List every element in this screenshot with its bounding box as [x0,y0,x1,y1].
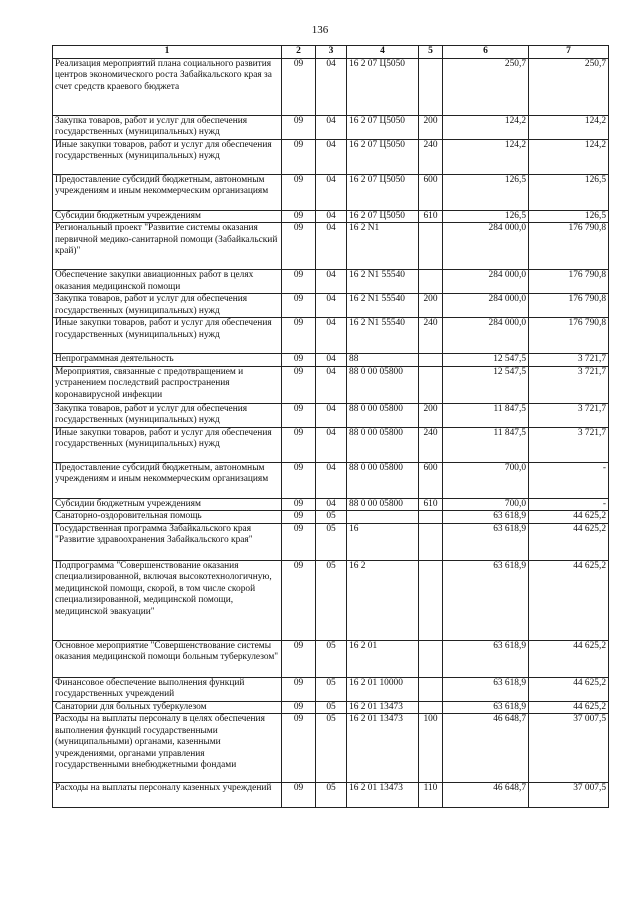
cell-amount-plan: 284 000,0 [443,318,529,354]
cell-section: 09 [282,354,316,367]
cell-amount-actual: - [529,498,609,511]
cell-expense-type [419,560,443,640]
cell-section: 09 [282,498,316,511]
cell-section: 09 [282,270,316,294]
table-row [53,560,609,640]
cell-target-article [347,511,419,524]
cell-name: Предоставление субсидий бюджетным, автономным учреждениям и иным некоммерческим организациям [53,462,282,498]
table-row [53,677,609,701]
cell-amount-actual: 37 007,5 [529,714,609,783]
cell-amount-plan: 11 847,5 [443,427,529,462]
cell-name: Субсидии бюджетным учреждениям [53,498,282,511]
cell-amount-actual: 3 721,7 [529,427,609,462]
cell-section: 09 [282,174,316,210]
cell-section: 09 [282,560,316,640]
column-header: 7 [529,46,609,59]
column-header: 4 [347,46,419,59]
cell-section: 09 [282,318,316,354]
cell-section: 09 [282,58,316,115]
cell-expense-type [419,523,443,560]
cell-amount-actual: 176 790,8 [529,223,609,270]
cell-subsection: 04 [316,366,347,403]
cell-expense-type [419,677,443,701]
cell-name: Подпрограмма "Совершенствование оказания специализированной, включая высокотехнологичную, медицинской помощи, скорой, в том числе скорой специализированной, медицинской помощи, медицинской эвакуации" [53,560,282,640]
cell-amount-plan: 124,2 [443,115,529,139]
cell-subsection: 04 [316,115,347,139]
cell-section: 09 [282,427,316,462]
cell-amount-plan: 284 000,0 [443,270,529,294]
table-row [53,366,609,403]
column-header: 6 [443,46,529,59]
cell-expense-type: 240 [419,427,443,462]
cell-amount-plan: 63 618,9 [443,640,529,677]
cell-amount-plan: 700,0 [443,498,529,511]
cell-expense-type: 110 [419,783,443,808]
cell-amount-actual: 126,5 [529,210,609,223]
cell-subsection: 04 [316,318,347,354]
cell-expense-type [419,366,443,403]
cell-name: Мероприятия, связанные с предотвращением и устранением последствий распространения коронавирусной инфекции [53,366,282,403]
cell-name: Субсидии бюджетным учреждениям [53,210,282,223]
cell-amount-plan: 46 648,7 [443,714,529,783]
cell-name: Обеспечение закупки авиационных работ в целях оказания медицинской помощи [53,270,282,294]
cell-target-article: 16 2 N1 55540 [347,270,419,294]
cell-amount-actual: 3 721,7 [529,403,609,427]
cell-name: Государственная программа Забайкальского края "Развитие здравоохранения Забайкальского края" [53,523,282,560]
table-row [53,174,609,210]
cell-amount-plan: 63 618,9 [443,677,529,701]
cell-target-article: 88 [347,354,419,367]
cell-amount-actual: 124,2 [529,115,609,139]
cell-amount-actual: 176 790,8 [529,318,609,354]
table-row [53,511,609,524]
cell-target-article: 16 2 07 Ц5050 [347,210,419,223]
cell-subsection: 04 [316,427,347,462]
cell-target-article: 88 0 00 05800 [347,427,419,462]
cell-amount-plan: 12 547,5 [443,366,529,403]
cell-subsection: 05 [316,783,347,808]
table-row [53,427,609,462]
cell-target-article: 16 2 N1 55540 [347,318,419,354]
cell-expense-type [419,640,443,677]
cell-subsection: 04 [316,270,347,294]
cell-subsection: 05 [316,560,347,640]
cell-name: Реализация мероприятий плана социального развития центров экономического роста Забайкальского края за счет средств краевого бюджета [53,58,282,115]
table-row [53,462,609,498]
cell-section: 09 [282,115,316,139]
cell-amount-actual: 44 625,2 [529,677,609,701]
table-body [53,58,609,808]
cell-amount-actual: 44 625,2 [529,523,609,560]
cell-section: 09 [282,462,316,498]
cell-section: 09 [282,714,316,783]
cell-target-article: 16 2 01 13473 [347,701,419,714]
table-row [53,139,609,174]
table-row [53,294,609,318]
cell-section: 09 [282,701,316,714]
cell-name: Финансовое обеспечение выполнения функций государственных учреждений [53,677,282,701]
cell-subsection: 05 [316,511,347,524]
cell-amount-plan: 63 618,9 [443,701,529,714]
cell-subsection: 04 [316,58,347,115]
cell-target-article: 88 0 00 05800 [347,498,419,511]
cell-amount-plan: 250,7 [443,58,529,115]
cell-expense-type [419,270,443,294]
cell-name: Предоставление субсидий бюджетным, автономным учреждениям и иным некоммерческим организациям [53,174,282,210]
cell-expense-type: 200 [419,115,443,139]
cell-expense-type [419,701,443,714]
cell-expense-type [419,354,443,367]
table-row [53,223,609,270]
table-row [53,498,609,511]
cell-target-article: 16 2 N1 [347,223,419,270]
cell-amount-plan: 63 618,9 [443,560,529,640]
cell-target-article: 16 2 N1 55540 [347,294,419,318]
cell-name: Региональный проект "Развитие системы оказания первичной медико-санитарной помощи (Забайкальский край)" [53,223,282,270]
cell-amount-plan: 126,5 [443,174,529,210]
column-header: 3 [316,46,347,59]
cell-amount-actual: 126,5 [529,174,609,210]
cell-target-article: 16 2 01 13473 [347,783,419,808]
cell-subsection: 04 [316,223,347,270]
cell-amount-actual: - [529,462,609,498]
cell-subsection: 04 [316,294,347,318]
table-row [53,58,609,115]
cell-expense-type: 240 [419,139,443,174]
header-row [53,46,609,59]
cell-amount-actual: 44 625,2 [529,640,609,677]
cell-subsection: 04 [316,139,347,174]
cell-expense-type: 600 [419,174,443,210]
cell-amount-plan: 124,2 [443,139,529,174]
cell-subsection: 04 [316,210,347,223]
table-row [53,701,609,714]
cell-amount-plan: 46 648,7 [443,783,529,808]
cell-amount-actual: 124,2 [529,139,609,174]
cell-name: Расходы на выплаты персоналу в целях обеспечения выполнения функций государственными (муниципальными) органами, казенными учреждениями, органами управления государственными внебюджетными фондами [53,714,282,783]
cell-amount-actual: 176 790,8 [529,270,609,294]
cell-section: 09 [282,366,316,403]
cell-name: Иные закупки товаров, работ и услуг для обеспечения государственных (муниципальных) нужд [53,139,282,174]
cell-amount-actual: 3 721,7 [529,366,609,403]
cell-section: 09 [282,640,316,677]
table-row [53,210,609,223]
cell-name: Расходы на выплаты персоналу казенных учреждений [53,783,282,808]
cell-section: 09 [282,677,316,701]
cell-name: Санатории для больных туберкулезом [53,701,282,714]
cell-section: 09 [282,523,316,560]
cell-amount-plan: 63 618,9 [443,523,529,560]
cell-expense-type [419,511,443,524]
cell-subsection: 05 [316,701,347,714]
cell-section: 09 [282,223,316,270]
cell-expense-type [419,58,443,115]
cell-amount-actual: 44 625,2 [529,511,609,524]
cell-amount-plan: 11 847,5 [443,403,529,427]
cell-name: Непрограммная деятельность [53,354,282,367]
cell-expense-type: 100 [419,714,443,783]
cell-expense-type: 610 [419,210,443,223]
table-row [53,523,609,560]
cell-amount-actual: 44 625,2 [529,560,609,640]
cell-subsection: 05 [316,523,347,560]
cell-target-article: 16 2 [347,560,419,640]
cell-subsection: 05 [316,640,347,677]
cell-amount-plan: 12 547,5 [443,354,529,367]
table-row [53,354,609,367]
cell-amount-actual: 176 790,8 [529,294,609,318]
cell-section: 09 [282,511,316,524]
cell-amount-actual: 44 625,2 [529,701,609,714]
cell-amount-plan: 126,5 [443,210,529,223]
cell-expense-type: 200 [419,294,443,318]
table-row [53,783,609,808]
cell-subsection: 04 [316,498,347,511]
cell-subsection: 04 [316,462,347,498]
cell-name: Закупка товаров, работ и услуг для обеспечения государственных (муниципальных) нужд [53,403,282,427]
cell-name: Иные закупки товаров, работ и услуг для обеспечения государственных (муниципальных) нужд [53,427,282,462]
column-header: 5 [419,46,443,59]
cell-target-article: 16 2 01 13473 [347,714,419,783]
cell-expense-type: 600 [419,462,443,498]
cell-name: Закупка товаров, работ и услуг для обеспечения государственных (муниципальных) нужд [53,115,282,139]
cell-target-article: 16 [347,523,419,560]
budget-table [52,45,609,808]
cell-name: Закупка товаров, работ и услуг для обеспечения государственных (муниципальных) нужд [53,294,282,318]
cell-target-article: 16 2 07 Ц5050 [347,174,419,210]
page-number: 136 [311,24,329,36]
cell-name: Основное мероприятие "Совершенствование системы оказания медицинской помощи больным туберкулезом" [53,640,282,677]
cell-amount-plan: 284 000,0 [443,223,529,270]
cell-section: 09 [282,139,316,174]
cell-amount-actual: 250,7 [529,58,609,115]
cell-section: 09 [282,210,316,223]
column-header: 2 [282,46,316,59]
table-row [53,714,609,783]
table-row [53,640,609,677]
cell-amount-plan: 63 618,9 [443,511,529,524]
cell-expense-type: 200 [419,403,443,427]
cell-subsection: 05 [316,677,347,701]
cell-target-article: 88 0 00 05800 [347,403,419,427]
cell-subsection: 04 [316,403,347,427]
cell-name: Санаторно-оздоровительная помощь [53,511,282,524]
cell-subsection: 04 [316,354,347,367]
cell-target-article: 16 2 07 Ц5050 [347,139,419,174]
cell-target-article: 16 2 01 10000 [347,677,419,701]
cell-expense-type: 240 [419,318,443,354]
cell-section: 09 [282,403,316,427]
cell-target-article: 16 2 07 Ц5050 [347,58,419,115]
cell-target-article: 88 0 00 05800 [347,366,419,403]
cell-expense-type [419,223,443,270]
table-row [53,403,609,427]
cell-amount-plan: 700,0 [443,462,529,498]
cell-target-article: 16 2 01 [347,640,419,677]
cell-subsection: 05 [316,714,347,783]
table-row [53,115,609,139]
cell-target-article: 16 2 07 Ц5050 [347,115,419,139]
cell-subsection: 04 [316,174,347,210]
cell-expense-type: 610 [419,498,443,511]
cell-section: 09 [282,294,316,318]
cell-target-article: 88 0 00 05800 [347,462,419,498]
table-row [53,270,609,294]
cell-section: 09 [282,783,316,808]
cell-amount-plan: 284 000,0 [443,294,529,318]
cell-amount-actual: 37 007,5 [529,783,609,808]
table-row [53,318,609,354]
column-header: 1 [53,46,282,59]
cell-amount-actual: 3 721,7 [529,354,609,367]
cell-name: Иные закупки товаров, работ и услуг для обеспечения государственных (муниципальных) нужд [53,318,282,354]
